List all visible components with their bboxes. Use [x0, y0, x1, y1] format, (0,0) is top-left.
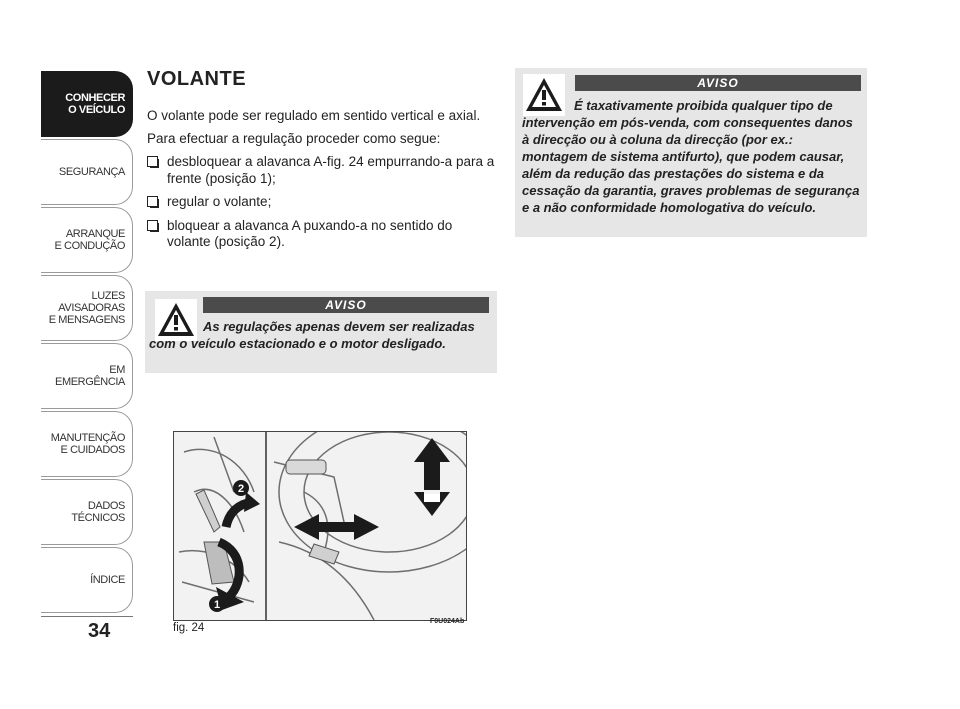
step-text: desbloquear a alavanca A-fig. 24 empurrando-a para a frente (posição 1); [167, 154, 495, 186]
list-item [147, 154, 497, 187]
warning-box [515, 68, 867, 237]
tab-label: ARRANQUE E CONDUÇÃO [54, 228, 125, 252]
figure-caption: fig. 24 [173, 622, 205, 634]
marker-1: 1 [213, 599, 221, 611]
step-text: bloquear a alavanca A puxando-a no sentido do volante (posição 2). [167, 217, 453, 249]
checkbox-bullet-icon [147, 156, 158, 167]
list-item [147, 218, 497, 251]
tab-seguranca[interactable] [41, 139, 133, 205]
steering-column-illustration [174, 432, 466, 620]
list-item [147, 194, 497, 211]
marker-2: 2 [237, 483, 245, 495]
checkbox-bullet-icon [147, 196, 158, 207]
procedure-text: Para efectuar a regulação proceder como segue: [147, 131, 441, 146]
warning-heading: AVISO [575, 75, 861, 91]
page-title: VOLANTE [147, 68, 247, 90]
tab-arranque-e-conducao[interactable] [41, 207, 133, 273]
checkbox-bullet-icon [147, 220, 158, 231]
tab-dados-tecnicos[interactable] [41, 479, 133, 545]
tab-manutencao[interactable] [41, 411, 133, 477]
tab-label: DADOS TÉCNICOS [71, 500, 125, 524]
steering-adjustment-figure [173, 431, 467, 621]
warning-heading: AVISO [203, 297, 489, 313]
tab-label: EM EMERGÊNCIA [55, 364, 125, 388]
step-text: regular o volante; [167, 194, 272, 209]
tab-em-emergencia[interactable] [41, 343, 133, 409]
warning-text: É taxativamente proibida qualquer tipo de intervenção em pós-venda, com consequentes danos à direcção ou à coluna da direcção (por ex.: montagem de sistema antifurto), que podem causar, além da redução das prestações do sistema e da cessação da garantia, graves problemas de segurança e a não conformidade homologativa do veículo. [522, 98, 860, 215]
steps-list [147, 154, 497, 258]
page-number: 34 [88, 620, 111, 642]
tab-conhecer-o-veiculo[interactable] [41, 71, 133, 137]
tab-label: CONHECER O VEÍCULO [65, 92, 125, 116]
tab-luzes-avisadoras[interactable] [41, 275, 133, 341]
tab-indice[interactable] [41, 547, 133, 613]
tab-label: SEGURANÇA [58, 166, 125, 178]
chapter-tabs [41, 71, 133, 615]
tab-label: ÍNDICE [90, 574, 125, 586]
warning-box [145, 291, 497, 373]
divider [41, 616, 133, 617]
figure-code: F0U024Ab [430, 618, 465, 625]
intro-text: O volante pode ser regulado em sentido vertical e axial. [147, 108, 481, 123]
tab-label: MANUTENÇÃO E CUIDADOS [50, 432, 125, 456]
warning-text: As regulações apenas devem ser realizadas com o veículo estacionado e o motor desligado. [149, 319, 475, 351]
tab-label: LUZES AVISADORAS E MENSAGENS [48, 290, 125, 326]
